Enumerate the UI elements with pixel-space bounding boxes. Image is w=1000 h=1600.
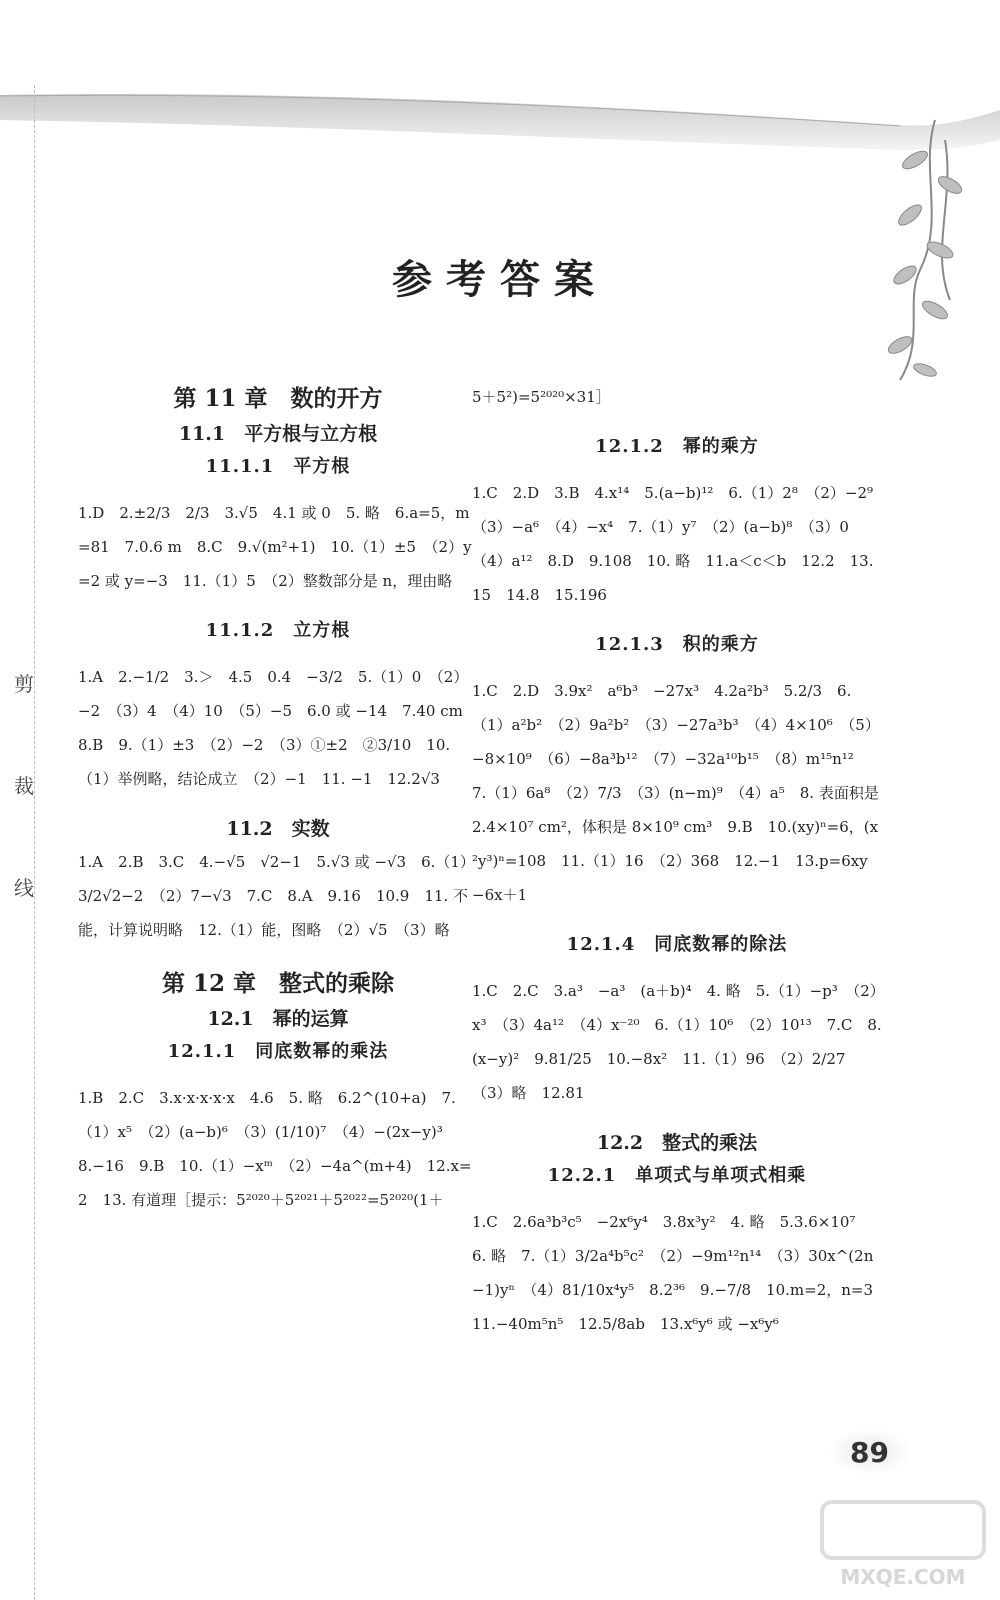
page-title: 参考答案 xyxy=(392,256,608,303)
answer-paragraph: 1.C 2.6a³b³c⁵ −2x⁶y⁴ 3.8x³y² 4. 略 5.3.6×10⁷ 6. 略 7.（1）3/2a⁴b⁵c² （2）−9m¹²n¹⁴ （3）30x^(2n−1)yⁿ （4）81/10x⁴y⁵ 8.2³⁶ 9.−7/8 10.m=2，n=3 11.−40m⁵n⁵ 12.5/8ab 13.x⁶y⁶ 或 −x⁶y⁶ xyxy=(472,1213,889,1333)
subsection-heading: 12.1.3 积的乘方 xyxy=(595,634,759,655)
page-number: 89 xyxy=(850,1436,889,1469)
subsection-heading: 12.1.2 幂的乘方 xyxy=(595,436,759,457)
section-heading: 11.1 平方根与立方根 xyxy=(178,423,378,445)
header-banner-decoration xyxy=(0,0,1000,420)
cut-label-char: 线 xyxy=(14,876,34,900)
answer-paragraph: 5＋5²)=5²⁰²⁰×31］ xyxy=(472,388,611,406)
subsection-heading: 11.1.1 平方根 xyxy=(205,456,351,477)
chapter-heading: 第 12 章 整式的乘除 xyxy=(161,970,395,997)
subsection-heading: 12.2.1 单项式与单项式相乘 xyxy=(547,1165,807,1186)
answer-paragraph: 1.D 2.±2/3 2/3 3.√5 4.1 或 0 5. 略 6.a=5，m=81 7.0.6 m 8.C 9.√(m²+1) 10.（1）±5 （2）y=2 或 y=−3 11.（1）5 （2）整数部分是 n，理由略 xyxy=(78,504,472,590)
cut-line xyxy=(34,85,35,1600)
left-column xyxy=(78,380,478,1235)
watermark-logo xyxy=(818,1498,988,1594)
answer-paragraph: 1.C 2.C 3.a³ −a³ (a＋b)⁴ 4. 略 5.（1）−p³ （2）x³ （3）4a¹² （4）x⁻²⁰ 6.（1）10⁶ （2）10¹³ 7.C 8.(x−y)² 9.81/25 10.−8x² 11.（1）96 （2）2/27 （3）略 12.81 xyxy=(472,982,882,1102)
section-heading: 11.2 实数 xyxy=(226,818,330,840)
section-heading: 12.2 整式的乘法 xyxy=(596,1132,758,1154)
subsection-heading: 12.1.1 同底数幂的乘法 xyxy=(167,1041,389,1062)
subsection-heading: 11.1.2 立方根 xyxy=(205,620,351,641)
answer-paragraph: 1.A 2.B 3.C 4.−√5 √2−1 5.√3 或 −√3 6.（1）3/2√2−2 （2）7−√3 7.C 8.A 9.16 10.9 11. 不能，计算说明略 12.（1）能，图略 （2）√5 （3）略 xyxy=(78,853,475,939)
answer-paragraph: 1.C 2.D 3.B 4.x¹⁴ 5.(a−b)¹² 6.（1）2⁸ （2）−2⁹ （3）−a⁶ （4）−x⁴ 7.（1）y⁷ （2）(a−b)⁸ （3）0 （4）a¹² 8.D 9.108 10. 略 11.a＜c＜b 12.2 13.15 14.8 15.196 xyxy=(472,484,889,604)
answer-paragraph: 1.A 2.−1/2 3.＞ 4.5 0.4 −3/2 5.（1）0 （2）−2 （3）4 （4）10 （5）−5 6.0 或 −14 7.40 cm 8.B 9.（1）±3 （2）−2 （3）①±2 ②3/10 10.（1）举例略，结论成立 （2）−1 11. −1 12.2√3 xyxy=(78,668,478,788)
cut-label-char: 裁 xyxy=(14,774,34,798)
answer-paragraph: 1.B 2.C 3.x·x·x·x·x 4.6 5. 略 6.2^(10+a) 7.（1）x⁵ （2）(a−b)⁶ （3）(1/10)⁷ （4）−(2x−y)³ 8.−16 9.B 10.（1）−xᵐ （2）−4a^(m+4) 12.x=2 13. 有道理［提示：5²⁰²⁰＋5²⁰²¹＋5²⁰²²=5²⁰²⁰(1＋ xyxy=(78,1089,472,1209)
subsection-heading: 12.1.4 同底数幂的除法 xyxy=(566,934,788,955)
right-column xyxy=(472,380,889,1359)
cut-label-char: 剪 xyxy=(14,672,34,696)
section-heading: 12.1 幂的运算 xyxy=(207,1008,349,1030)
answer-paragraph: 1.C 2.D 3.9x² a⁶b³ −27x³ 4.2a²b³ 5.2/3 6.（1）a²b² （2）9a²b² （3）−27a³b³ （4）4×10⁶ （5）−8×10⁹ （6）−8a³b¹² （7）−32a¹⁰b¹⁵ （8）m¹⁵n¹² 7.（1）6a⁸ （2）7/3 （3）(n−m)⁹ （4）a⁵ 8. 表面积是 2.4×10⁷ cm²，体积是 8×10⁹ cm³ 9.B 10.(xy)ⁿ=6，(x²y³)ⁿ=108 11.（1）16 （2）368 12.−1 13.p=6xy−6x＋1 xyxy=(472,682,884,904)
chapter-heading: 第 11 章 数的开方 xyxy=(173,385,383,412)
watermark-text: MXQE.COM xyxy=(840,1565,966,1589)
